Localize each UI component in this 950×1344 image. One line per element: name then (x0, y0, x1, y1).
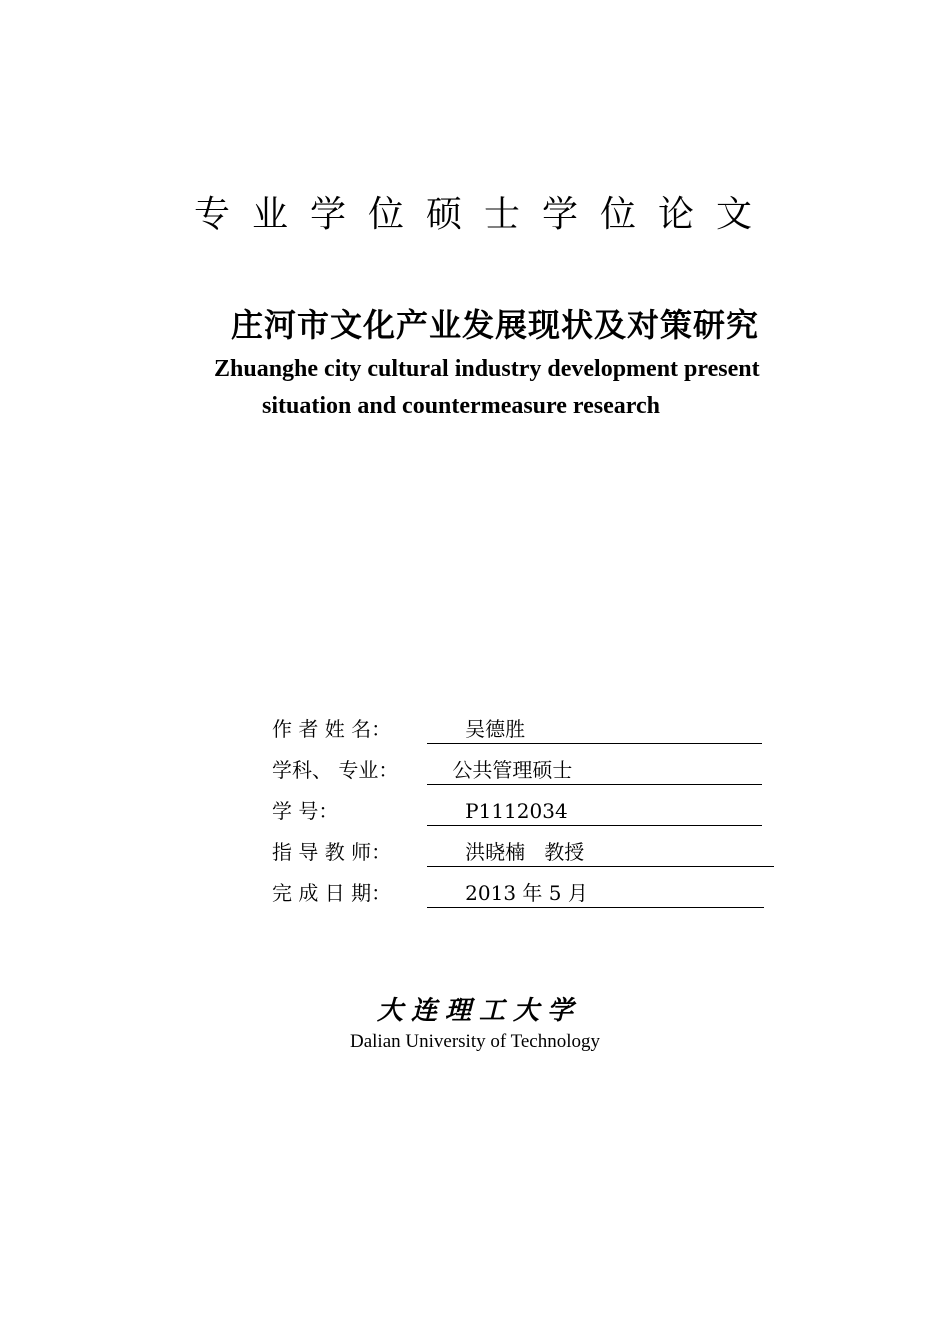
completion-date-row (272, 867, 782, 908)
author-name-row (272, 703, 782, 744)
advisor-label: 指 导 教 师： (272, 840, 392, 864)
thesis-title-chinese: 庄河市文化产业发展现状及对策研究 (231, 306, 760, 344)
completion-date-label: 完 成 日 期： (272, 881, 392, 905)
thesis-title-english-line-1: Zhuanghe city cultural industry development present (214, 356, 760, 382)
discipline-value: 公共管理硕士 (427, 756, 762, 785)
advisor-row (272, 826, 782, 867)
completion-date-value: 2013 年 5 月 (427, 879, 764, 908)
author-info-block (272, 703, 782, 908)
discipline-label: 学科、 专业： (272, 758, 399, 782)
student-id-value: P1112034 (427, 797, 762, 826)
university-name-chinese: 大连理工大学 (376, 996, 581, 1026)
discipline-row (272, 744, 782, 785)
university-name-english: Dalian University of Technology (349, 1031, 600, 1052)
thesis-title-english-line-2: situation and countermeasure research (262, 393, 660, 419)
student-id-row (272, 785, 782, 826)
author-name-value: 吴德胜 (427, 715, 762, 744)
degree-type-heading: 专业学位硕士学位论文 (193, 194, 774, 235)
student-id-label: 学 号： (272, 799, 339, 823)
author-name-label: 作 者 姓 名： (272, 717, 392, 741)
advisor-value: 洪晓楠 教授 (427, 838, 774, 867)
